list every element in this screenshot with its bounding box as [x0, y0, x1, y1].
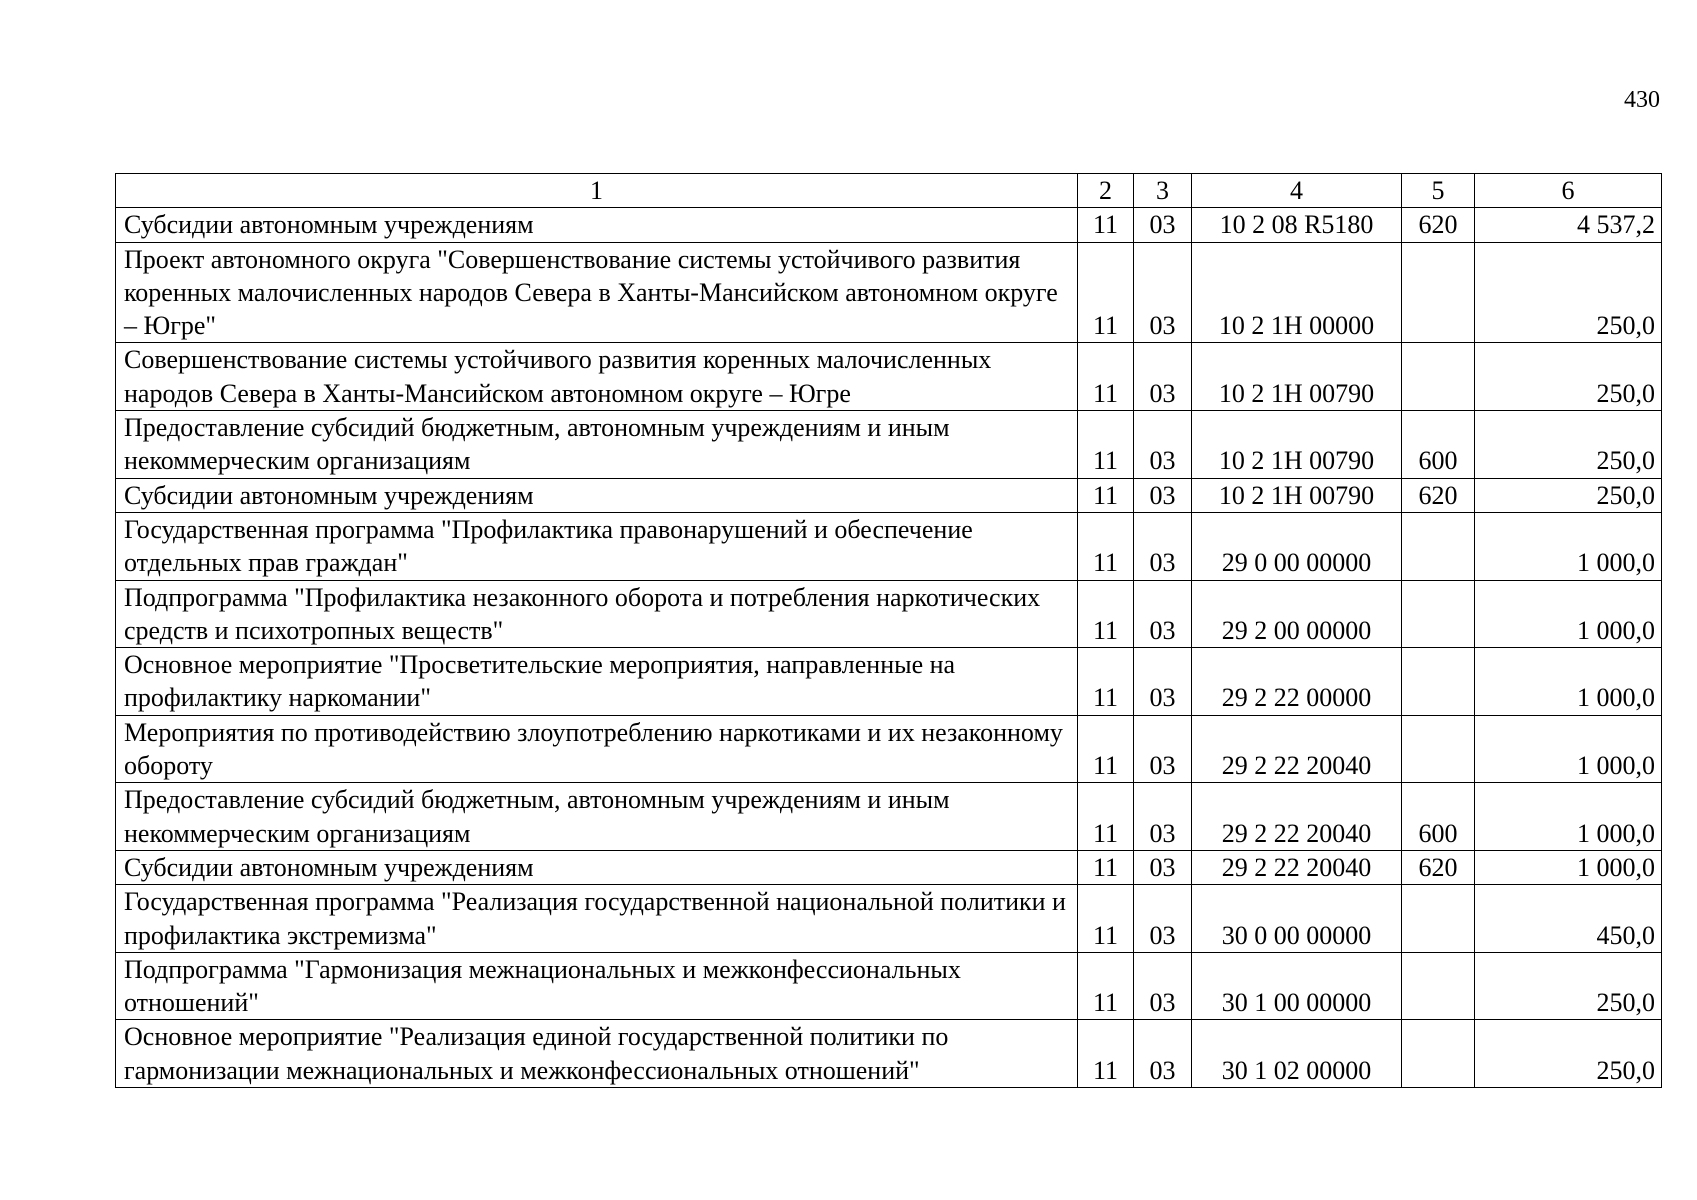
row-name-cell: Предоставление субсидий бюджетным, автономным учреждениям и иным некоммерческим организациям [116, 783, 1078, 851]
row-subsection-cell: 03 [1134, 411, 1192, 479]
row-amount-cell: 1 000,0 [1475, 512, 1662, 580]
row-subsection-cell: 03 [1134, 242, 1192, 343]
row-name-cell: Государственная программа "Профилактика правонарушений и обеспечение отдельных прав граждан" [116, 512, 1078, 580]
row-expense-type-cell [1402, 885, 1475, 953]
row-section-cell: 11 [1078, 208, 1134, 242]
row-expense-type-cell: 620 [1402, 478, 1475, 512]
row-amount-cell: 250,0 [1475, 478, 1662, 512]
row-target-article-cell: 30 1 00 00000 [1192, 952, 1402, 1020]
row-target-article-cell: 10 2 1Н 00790 [1192, 343, 1402, 411]
row-amount-cell: 250,0 [1475, 242, 1662, 343]
row-section-cell: 11 [1078, 512, 1134, 580]
row-expense-type-cell: 620 [1402, 850, 1475, 884]
row-expense-type-cell [1402, 1020, 1475, 1088]
row-amount-cell: 1 000,0 [1475, 850, 1662, 884]
row-target-article-cell: 10 2 1Н 00790 [1192, 478, 1402, 512]
row-target-article-cell: 29 2 22 20040 [1192, 783, 1402, 851]
row-amount-cell: 250,0 [1475, 952, 1662, 1020]
row-section-cell: 11 [1078, 478, 1134, 512]
row-section-cell: 11 [1078, 715, 1134, 783]
table-row [116, 580, 1662, 648]
table-row [116, 783, 1662, 851]
header-row [116, 174, 1662, 208]
row-target-article-cell: 29 0 00 00000 [1192, 512, 1402, 580]
row-expense-type-cell [1402, 580, 1475, 648]
table-body [116, 208, 1662, 1088]
row-subsection-cell: 03 [1134, 208, 1192, 242]
row-amount-cell: 1 000,0 [1475, 783, 1662, 851]
row-amount-cell: 250,0 [1475, 411, 1662, 479]
row-subsection-cell: 03 [1134, 343, 1192, 411]
row-name-cell: Подпрограмма "Профилактика незаконного оборота и потребления наркотических средств и психотропных веществ" [116, 580, 1078, 648]
row-expense-type-cell [1402, 715, 1475, 783]
row-name-cell: Субсидии автономным учреждениям [116, 850, 1078, 884]
row-name-cell: Субсидии автономным учреждениям [116, 208, 1078, 242]
row-subsection-cell: 03 [1134, 885, 1192, 953]
row-amount-cell: 4 537,2 [1475, 208, 1662, 242]
row-expense-type-cell [1402, 343, 1475, 411]
row-name-cell: Предоставление субсидий бюджетным, автономным учреждениям и иным некоммерческим организациям [116, 411, 1078, 479]
row-target-article-cell: 29 2 00 00000 [1192, 580, 1402, 648]
row-section-cell: 11 [1078, 783, 1134, 851]
row-subsection-cell: 03 [1134, 952, 1192, 1020]
header-col-4: 4 [1192, 174, 1402, 208]
row-name-cell: Проект автономного округа "Совершенствование системы устойчивого развития коренных малочисленных народов Севера в Ханты-Мансийском автономном округе – Югре" [116, 242, 1078, 343]
row-name-cell: Подпрограмма "Гармонизация межнациональных и межконфессиональных отношений" [116, 952, 1078, 1020]
row-expense-type-cell [1402, 512, 1475, 580]
row-subsection-cell: 03 [1134, 648, 1192, 716]
row-subsection-cell: 03 [1134, 850, 1192, 884]
header-col-1: 1 [116, 174, 1078, 208]
table-row [116, 411, 1662, 479]
table-row [116, 208, 1662, 242]
table-row [116, 1020, 1662, 1088]
row-target-article-cell: 30 1 02 00000 [1192, 1020, 1402, 1088]
row-name-cell: Совершенствование системы устойчивого развития коренных малочисленных народов Севера в Ханты-Мансийском автономном округе – Югре [116, 343, 1078, 411]
row-subsection-cell: 03 [1134, 1020, 1192, 1088]
row-name-cell: Субсидии автономным учреждениям [116, 478, 1078, 512]
row-amount-cell: 450,0 [1475, 885, 1662, 953]
header-col-2: 2 [1078, 174, 1134, 208]
row-amount-cell: 1 000,0 [1475, 580, 1662, 648]
row-amount-cell: 250,0 [1475, 1020, 1662, 1088]
table-row [116, 478, 1662, 512]
row-name-cell: Основное мероприятие "Просветительские мероприятия, направленные на профилактику наркомании" [116, 648, 1078, 716]
row-section-cell: 11 [1078, 850, 1134, 884]
row-expense-type-cell: 600 [1402, 411, 1475, 479]
row-expense-type-cell [1402, 952, 1475, 1020]
row-section-cell: 11 [1078, 885, 1134, 953]
row-target-article-cell: 30 0 00 00000 [1192, 885, 1402, 953]
row-target-article-cell: 29 2 22 20040 [1192, 715, 1402, 783]
row-amount-cell: 250,0 [1475, 343, 1662, 411]
row-name-cell: Мероприятия по противодействию злоупотреблению наркотиками и их незаконному обороту [116, 715, 1078, 783]
budget-table [115, 173, 1662, 1088]
row-section-cell: 11 [1078, 1020, 1134, 1088]
row-subsection-cell: 03 [1134, 512, 1192, 580]
page-number: 430 [1624, 87, 1660, 113]
header-col-3: 3 [1134, 174, 1192, 208]
row-amount-cell: 1 000,0 [1475, 648, 1662, 716]
row-section-cell: 11 [1078, 952, 1134, 1020]
table-row [116, 242, 1662, 343]
table-row [116, 715, 1662, 783]
row-section-cell: 11 [1078, 242, 1134, 343]
table-row [116, 885, 1662, 953]
row-subsection-cell: 03 [1134, 783, 1192, 851]
row-expense-type-cell: 600 [1402, 783, 1475, 851]
table-row [116, 952, 1662, 1020]
row-amount-cell: 1 000,0 [1475, 715, 1662, 783]
row-expense-type-cell [1402, 242, 1475, 343]
table-row [116, 850, 1662, 884]
table-row [116, 648, 1662, 716]
row-expense-type-cell: 620 [1402, 208, 1475, 242]
row-section-cell: 11 [1078, 580, 1134, 648]
row-section-cell: 11 [1078, 648, 1134, 716]
row-section-cell: 11 [1078, 343, 1134, 411]
row-section-cell: 11 [1078, 411, 1134, 479]
row-target-article-cell: 10 2 1Н 00000 [1192, 242, 1402, 343]
header-col-6: 6 [1475, 174, 1662, 208]
table-row [116, 512, 1662, 580]
row-subsection-cell: 03 [1134, 580, 1192, 648]
row-name-cell: Основное мероприятие "Реализация единой государственной политики по гармонизации межнациональных и межконфессиональных отношений" [116, 1020, 1078, 1088]
row-target-article-cell: 29 2 22 20040 [1192, 850, 1402, 884]
row-name-cell: Государственная программа "Реализация государственной национальной политики и профилактика экстремизма" [116, 885, 1078, 953]
row-target-article-cell: 10 2 1Н 00790 [1192, 411, 1402, 479]
row-target-article-cell: 10 2 08 R5180 [1192, 208, 1402, 242]
table-row [116, 343, 1662, 411]
row-subsection-cell: 03 [1134, 478, 1192, 512]
row-target-article-cell: 29 2 22 00000 [1192, 648, 1402, 716]
row-expense-type-cell [1402, 648, 1475, 716]
row-subsection-cell: 03 [1134, 715, 1192, 783]
header-col-5: 5 [1402, 174, 1475, 208]
